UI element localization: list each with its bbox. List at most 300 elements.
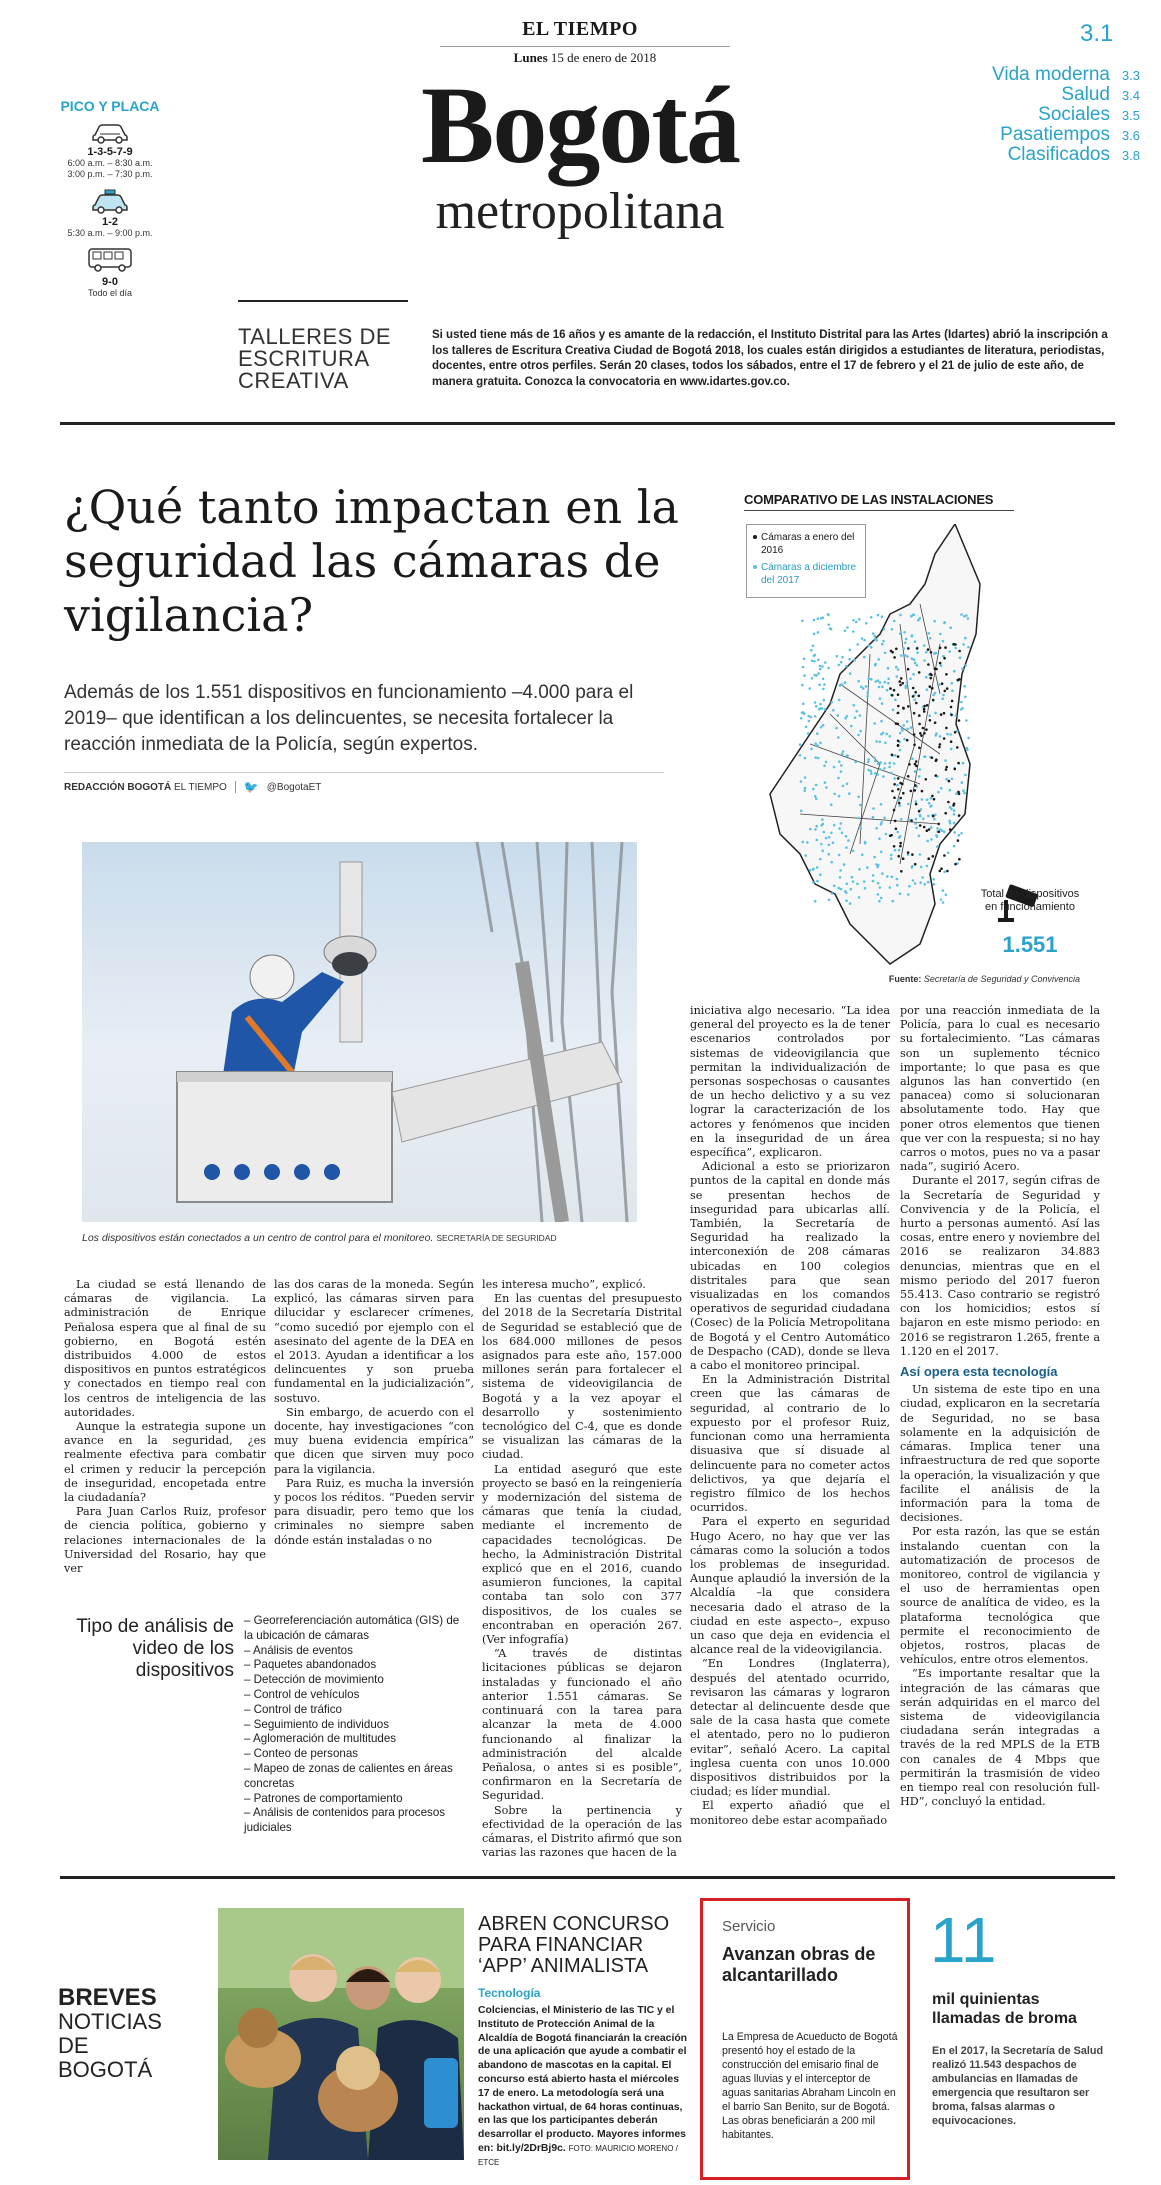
camera-dot-2017: [799, 743, 802, 746]
section-index: [880, 64, 1140, 164]
camera-dot-2017: [814, 701, 817, 704]
camera-dot-2017: [878, 837, 881, 840]
camera-dot-2017: [816, 744, 819, 747]
camera-dot-2017: [959, 656, 962, 659]
camera-dot-2016: [948, 780, 951, 783]
camera-dot-2017: [824, 781, 827, 784]
camera-dot-2017: [824, 708, 827, 711]
camera-dot-2017: [857, 643, 860, 646]
camera-dot-2016: [889, 835, 892, 838]
article-column-3: [482, 1278, 682, 1860]
camera-dot-2017: [910, 726, 913, 729]
camera-dot-2017: [808, 720, 811, 723]
camera-dot-2016: [935, 758, 938, 761]
camera-dot-2017: [815, 674, 818, 677]
camera-dot-2017: [842, 750, 845, 753]
camera-dot-2017: [930, 797, 933, 800]
camera-dot-2017: [877, 864, 880, 867]
camera-dot-2017: [817, 617, 820, 620]
camera-dot-2017: [821, 850, 824, 853]
camera-dot-2017: [967, 646, 970, 649]
header-rule: [60, 422, 1115, 425]
camera-dot-2017: [881, 615, 884, 618]
date-rest: 15 de enero de 2018: [550, 50, 657, 65]
camera-dot-2017: [807, 732, 810, 735]
camera-dot-2017: [951, 682, 954, 685]
camera-dot-2017: [912, 879, 915, 882]
camera-dot-2017: [936, 845, 939, 848]
camera-dot-2017: [823, 699, 826, 702]
camera-dot-2016: [897, 744, 900, 747]
index-item[interactable]: Vida moderna 3.3: [992, 64, 1140, 85]
camera-dot-2017: [943, 871, 946, 874]
camera-dot-2017: [849, 672, 852, 675]
camera-dot-2017: [838, 854, 841, 857]
camera-dot-2017: [927, 815, 930, 818]
camera-dot-2017: [821, 707, 824, 710]
camera-dot-2016: [915, 765, 918, 768]
camera-dot-2017: [833, 885, 836, 888]
camera-dot-2017: [912, 673, 915, 676]
camera-dot-2017: [841, 753, 844, 756]
camera-dot-2016: [930, 651, 933, 654]
camera-dot-2017: [964, 637, 967, 640]
pico-block-cars: 1-3-5-7-9 6:00 a.m. – 8:30 a.m. 3:00 p.m. – 7:30 p.m.: [50, 120, 170, 180]
camera-dot-2017: [820, 843, 823, 846]
camera-dot-2017: [882, 732, 885, 735]
camera-dot-2017: [889, 886, 892, 889]
byline: [64, 780, 664, 794]
camera-dot-2017: [859, 730, 862, 733]
camera-dot-2017: [827, 614, 830, 617]
camera-dot-2017: [854, 761, 857, 764]
camera-dot-2017: [961, 668, 964, 671]
camera-dot-2017: [874, 664, 877, 667]
paragraph: El experto añadió que el monitoreo debe estar acompañado: [690, 1799, 890, 1827]
camera-dot-2017: [815, 705, 818, 708]
camera-dot-2017: [864, 841, 867, 844]
camera-dot-2016: [897, 855, 900, 858]
camera-dot-2016: [941, 682, 944, 685]
camera-dot-2017: [863, 639, 866, 642]
camera-dot-2017: [801, 684, 804, 687]
camera-dot-2017: [894, 754, 897, 757]
camera-dot-2017: [945, 894, 948, 897]
camera-dot-2017: [866, 691, 869, 694]
camera-dot-2017: [814, 715, 817, 718]
camera-dot-2016: [945, 768, 948, 771]
camera-dot-2017: [830, 832, 833, 835]
camera-dot-2017: [836, 655, 839, 658]
camera-dot-2017: [883, 628, 886, 631]
camera-dot-2017: [849, 902, 852, 905]
camera-dot-2016: [899, 680, 902, 683]
camera-dot-2017: [942, 901, 945, 904]
camera-dot-2017: [929, 805, 932, 808]
camera-dot-2017: [817, 631, 820, 634]
camera-dot-2017: [823, 683, 826, 686]
camera-dot-2016: [944, 812, 947, 815]
camera-dot-2017: [837, 714, 840, 717]
photo-caption: Los dispositivos están conectados a un centro de control para el monitoreo. SECRETARÍA DE SEGURIDAD: [82, 1232, 557, 1244]
camera-dot-2017: [917, 619, 920, 622]
camera-dot-2017: [939, 735, 942, 738]
camera-dot-2017: [828, 844, 831, 847]
camera-dot-2017: [906, 728, 909, 731]
camera-dot-2017: [899, 835, 902, 838]
camera-dot-2017: [926, 798, 929, 801]
camera-dot-2017: [907, 893, 910, 896]
camera-dot-2017: [814, 900, 817, 903]
camera-dot-2017: [877, 658, 880, 661]
camera-dot-2017: [815, 784, 818, 787]
camera-dot-2016: [918, 671, 921, 674]
camera-dot-2016: [932, 815, 935, 818]
camera-dot-2017: [913, 699, 916, 702]
camera-dot-2017: [875, 827, 878, 830]
camera-dot-2016: [914, 863, 917, 866]
camera-dot-2017: [879, 681, 882, 684]
camera-dot-2016: [940, 713, 943, 716]
camera-dot-2017: [817, 672, 820, 675]
camera-dot-2017: [844, 681, 847, 684]
camera-dot-2016: [895, 828, 898, 831]
camera-dot-2017: [838, 827, 841, 830]
camera-dot-2017: [885, 733, 888, 736]
camera-dot-2017: [861, 637, 864, 640]
paragraph: Por esta razón, las que se están instalando cuentan con la automatización de procesos de monitoreo, control de vigilancia y el uso de herramientas open source de analítica de video, es la plataforma tecnológica que permite el reconocimiento de objetos, rostros, placas de vehículos, entre otros elementos.: [900, 1525, 1100, 1667]
analysis-list: [244, 1614, 468, 1836]
camera-dot-2017: [918, 835, 921, 838]
camera-dot-2017: [923, 883, 926, 886]
camera-dot-2017: [926, 688, 929, 691]
camera-dot-2017: [838, 699, 841, 702]
camera-dot-2017: [861, 853, 864, 856]
camera-dot-2017: [803, 658, 806, 661]
camera-dot-2017: [857, 817, 860, 820]
camera-dot-2017: [879, 741, 882, 744]
camera-dot-2017: [948, 650, 951, 653]
camera-dot-2017: [803, 674, 806, 677]
camera-dot-2017: [892, 709, 895, 712]
camera-dot-2017: [804, 787, 807, 790]
camera-dot-2017: [940, 787, 943, 790]
camera-dot-2017: [807, 715, 810, 718]
camera-dot-2016: [943, 737, 946, 740]
camera-dot-2017: [933, 878, 936, 881]
camera-dot-2017: [811, 660, 814, 663]
camera-dot-2017: [870, 678, 873, 681]
camera-dot-2016: [897, 755, 900, 758]
camera-dot-2017: [914, 822, 917, 825]
pico-y-placa: [50, 98, 170, 307]
camera-dot-2016: [911, 853, 914, 856]
camera-dot-2017: [845, 899, 848, 902]
camera-dot-2017: [804, 854, 807, 857]
camera-dot-2016: [933, 798, 936, 801]
camera-dot-2017: [838, 664, 841, 667]
camera-dot-2017: [881, 685, 884, 688]
newspaper-brand: EL TIEMPO: [522, 18, 638, 40]
section-title: Bogotá: [421, 64, 739, 186]
twitter-handle[interactable]: @BogotaET: [266, 781, 322, 793]
camera-dot-2017: [894, 849, 897, 852]
camera-dot-2017: [963, 685, 966, 688]
breves-rule: [60, 1876, 1115, 1879]
camera-dot-2016: [899, 845, 902, 848]
camera-dot-2016: [918, 695, 921, 698]
camera-dot-2017: [822, 724, 825, 727]
page-number: 3.1: [1080, 20, 1114, 47]
camera-dot-2016: [899, 684, 902, 687]
camera-dot-2017: [925, 676, 928, 679]
brief-text: Colciencias, el Ministerio de las TIC y el Instituto de Protección Animal de la Alcaldía de Bogotá financiarán la creación de una aplicación que ayude a combatir el abandono de mascotas en la capital. El concurso está abierto hasta el miércoles 17 de enero. La metodología será una hackathon virtual, de 64 horas continuas, en las que los participantes deberán desarrollar el producto. Mayores informes en: bit.ly/2DrBj9c. FOTO: MAURICIO MORENO / ETCE: [478, 2005, 688, 2167]
camera-dot-2017: [812, 788, 815, 791]
camera-dot-2017: [911, 757, 914, 760]
camera-dot-2017: [953, 813, 956, 816]
camera-dot-2017: [847, 839, 850, 842]
camera-dot-2017: [828, 836, 831, 839]
camera-dot-2016: [910, 819, 913, 822]
byline-separator: [235, 781, 236, 793]
camera-dot-2016: [943, 712, 946, 715]
index-item[interactable]: Pasatiempos 3.6: [1000, 124, 1140, 145]
paragraph: Para el experto en seguridad Hugo Acero, no hay que ver las cámaras como la solución a todos los problemas de inseguridad. Aunque aplaudió la inversión de la Alcaldía –la que considera necesaria dado el atraso de la ciudad en este aspecto–, expuso un caso que deja en evidencia el alcance real de la videovigilancia.: [690, 1515, 890, 1657]
camera-dot-2017: [841, 683, 844, 686]
camera-dot-2017: [816, 880, 819, 883]
camera-dot-2017: [852, 850, 855, 853]
camera-dot-2017: [881, 702, 884, 705]
paragraph: En la Administración Distrital creen que las cámaras de seguridad, al contrario de lo expuesto por el profesor Ruiz, funcionan como una herramienta disuasiva que sí disuade al delincuente para no cometer actos delictivos, ya que dejaría el registro fílmico de los hechos ocurridos.: [690, 1373, 890, 1515]
camera-dot-2017: [900, 654, 903, 657]
camera-dot-2017: [962, 762, 965, 765]
camera-dot-2016: [958, 719, 961, 722]
camera-dot-2017: [843, 863, 846, 866]
legend-entry: Cámaras a enero del 2016: [753, 531, 859, 557]
camera-dot-2017: [859, 804, 862, 807]
camera-dot-2016: [899, 797, 902, 800]
camera-dot-2017: [927, 881, 930, 884]
camera-dot-2017: [891, 876, 894, 879]
camera-dot-2017: [911, 866, 914, 869]
map-total-label: Total de dispositivos en funcionamiento: [980, 888, 1080, 913]
camera-dot-2016: [929, 673, 932, 676]
paragraph: Adicional a esto se priorizaron puntos de la capital en donde más se presentan hechos de inseguridad para ubicarlas allí. También, la Secretaría de Seguridad ha realizado la interconexión de 208 cámaras ubicadas en 100 colegios distritales para que sean visualizadas en los comandos operativos de seguridad ciudadana (Cosec) de la Policía Metropolitana de Bogotá y el Centro Automático de Despacho (CAD), donde se lleva a cabo el monitoreo principal.: [690, 1160, 890, 1373]
index-item[interactable]: Sociales 3.5: [1038, 104, 1140, 125]
camera-dot-2017: [812, 868, 815, 871]
camera-dot-2017: [938, 683, 941, 686]
camera-dot-2017: [906, 681, 909, 684]
camera-dot-2016: [925, 778, 928, 781]
camera-dot-2017: [840, 764, 843, 767]
list-item: – Análisis de eventos: [244, 1644, 468, 1659]
camera-dot-2017: [879, 886, 882, 889]
camera-dot-2016: [897, 740, 900, 743]
index-item[interactable]: Clasificados 3.8: [1007, 144, 1140, 165]
camera-dot-2016: [923, 708, 926, 711]
camera-dot-2017: [960, 708, 963, 711]
camera-dot-2017: [830, 861, 833, 864]
camera-dot-2016: [910, 790, 913, 793]
camera-dot-2017: [873, 722, 876, 725]
camera-dot-2017: [828, 899, 831, 902]
camera-dot-2017: [880, 803, 883, 806]
camera-dot-2017: [942, 640, 945, 643]
camera-dot-2017: [944, 759, 947, 762]
camera-dot-2017: [817, 659, 820, 662]
camera-dot-2017: [815, 797, 818, 800]
camera-dot-2017: [884, 762, 887, 765]
camera-dot-2017: [825, 786, 828, 789]
camera-dot-2017: [801, 620, 804, 623]
camera-dot-2017: [880, 821, 883, 824]
camera-dot-2017: [899, 749, 902, 752]
camera-dot-2017: [812, 645, 815, 648]
list-item: – Análisis de contenidos para procesos judiciales: [244, 1806, 468, 1836]
camera-dot-2016: [893, 656, 896, 659]
camera-dot-2016: [939, 743, 942, 746]
paragraph: Durante el 2017, según cifras de la Secretaría de Seguridad y Convivencia y de la Policía, el hurto a personas aumentó. Así las cosas, entre enero y noviembre del 2016 se realizaron 34.883 denuncias, mientras que en el mismo periodo del 2017 fueron 55.413. Caso contrario se registró con los homicidios; estos sí bajaron en este mismo periodo: en 2016 se registraron 1.265, frente a 1.120 en el 2017.: [900, 1174, 1100, 1358]
camera-dot-2017: [820, 726, 823, 729]
camera-dot-2017: [802, 666, 805, 669]
camera-dot-2017: [845, 665, 848, 668]
camera-dot-2017: [929, 715, 932, 718]
camera-dot-2016: [913, 733, 916, 736]
camera-dot-2016: [901, 682, 904, 685]
camera-dot-2017: [833, 766, 836, 769]
camera-dot-2016: [893, 809, 896, 812]
brand-rule: [440, 46, 730, 47]
paragraph: por una reacción inmediata de la Policía, para lo cual es necesario su fortalecimiento. “Las cámaras son un suplemento técnico importante; lo que pasa es que algunos las han convertido (en panacea) como si solucionaran absolutamente todo. Hay que poner otros elementos que tienen que ver con la respuesta; si no hay carros o motos, pues no va a pasar nada”, sugirió Acero.: [900, 1004, 1100, 1174]
camera-dot-2016: [931, 756, 934, 759]
camera-dot-2017: [845, 835, 848, 838]
camera-dot-2017: [810, 748, 813, 751]
camera-dot-2017: [884, 742, 887, 745]
camera-dot-2017: [927, 632, 930, 635]
camera-dot-2016: [915, 803, 918, 806]
camera-dot-2017: [899, 614, 902, 617]
camera-dot-2017: [955, 792, 958, 795]
camera-dot-2017: [883, 817, 886, 820]
camera-dot-2017: [872, 807, 875, 810]
camera-dot-2017: [897, 831, 900, 834]
camera-dot-2016: [897, 788, 900, 791]
camera-dot-2017: [881, 872, 884, 875]
camera-dot-2017: [855, 710, 858, 713]
camera-dot-2017: [814, 756, 817, 759]
camera-dot-2017: [901, 727, 904, 730]
camera-dot-2017: [921, 876, 924, 879]
camera-dot-2017: [962, 789, 965, 792]
camera-dot-2017: [846, 715, 849, 718]
camera-dot-2016: [958, 814, 961, 817]
camera-dot-2016: [893, 845, 896, 848]
camera-dot-2016: [919, 824, 922, 827]
camera-dot-2017: [886, 689, 889, 692]
camera-dot-2017: [846, 626, 849, 629]
worker-illustration: [82, 842, 637, 1222]
camera-dot-2017: [916, 664, 919, 667]
camera-dot-2017: [922, 817, 925, 820]
photo-credit: SECRETARÍA DE SEGURIDAD: [436, 1233, 557, 1243]
camera-dot-2017: [837, 887, 840, 890]
camera-dot-2017: [827, 667, 830, 670]
camera-dot-2017: [857, 796, 860, 799]
camera-dot-2017: [897, 799, 900, 802]
camera-dot-2016: [932, 855, 935, 858]
camera-dot-2016: [923, 826, 926, 829]
camera-dot-2017: [877, 679, 880, 682]
camera-dot-2017: [880, 897, 883, 900]
camera-dot-2017: [824, 661, 827, 664]
camera-dot-2016: [956, 746, 959, 749]
camera-dot-2017: [919, 768, 922, 771]
camera-dot-2017: [903, 647, 906, 650]
camera-dot-2017: [872, 816, 875, 819]
camera-dot-2017: [804, 757, 807, 760]
camera-dot-2017: [848, 792, 851, 795]
camera-dot-2017: [840, 888, 843, 891]
camera-dot-2017: [899, 893, 902, 896]
camera-dot-2017: [842, 785, 845, 788]
index-item[interactable]: Salud 3.4: [1061, 84, 1140, 105]
camera-dot-2016: [902, 857, 905, 860]
camera-dot-2017: [851, 876, 854, 879]
camera-dot-2016: [900, 870, 903, 873]
camera-dot-2017: [877, 893, 880, 896]
camera-dot-2016: [897, 777, 900, 780]
camera-dot-2016: [918, 810, 921, 813]
camera-dot-2017: [830, 701, 833, 704]
camera-dot-2017: [949, 626, 952, 629]
camera-dot-2017: [832, 709, 835, 712]
camera-dot-2017: [809, 869, 812, 872]
camera-dot-2017: [949, 806, 952, 809]
camera-dot-2017: [919, 853, 922, 856]
camera-dot-2016: [915, 760, 918, 763]
camera-dot-2017: [845, 891, 848, 894]
camera-dot-2016: [958, 858, 961, 861]
camera-dot-2016: [891, 790, 894, 793]
bus-icon: [86, 246, 134, 274]
camera-dot-2017: [914, 662, 917, 665]
car-icon: [90, 120, 130, 144]
camera-dot-2017: [823, 764, 826, 767]
camera-dot-2016: [893, 689, 896, 692]
camera-dot-2017: [819, 668, 822, 671]
camera-dot-2016: [927, 648, 930, 651]
camera-dot-2017: [878, 686, 881, 689]
paragraph: “Es importante resaltar que la integración de las cámaras que serán adquiridas en el marco del sistema de videovigilancia ciudadana serán integradas a través de la red MPLS de la ETB con canales de 4 Mbps que permitirán la trasmisión de video en tiempo real con resolución full-HD”, concluyó la entidad.: [900, 1667, 1100, 1809]
camera-dot-2016: [900, 677, 903, 680]
camera-dot-2017: [951, 689, 954, 692]
camera-dot-2017: [819, 665, 822, 668]
brief-kicker: Tecnología: [478, 1986, 541, 2000]
camera-dot-2017: [880, 851, 883, 854]
camera-dot-2016: [920, 734, 923, 737]
servicio-title: Avanzan obras de alcantarillado: [722, 1944, 876, 1985]
camera-dot-2016: [899, 842, 902, 845]
camera-dot-2017: [818, 708, 821, 711]
camera-dot-2017: [893, 762, 896, 765]
camera-dot-2016: [914, 784, 917, 787]
camera-dot-2017: [874, 638, 877, 641]
camera-dot-2017: [880, 720, 883, 723]
camera-dot-2016: [929, 685, 932, 688]
list-item: – Aglomeración de multitudes: [244, 1732, 468, 1747]
stat-text: En el 2017, la Secretaría de Salud realizó 11.543 despachos de ambulancias en llamadas de emergencia que resultaron ser broma, falsas alarmas o equivocaciones.: [932, 2045, 1104, 2127]
camera-dot-2017: [840, 661, 843, 664]
